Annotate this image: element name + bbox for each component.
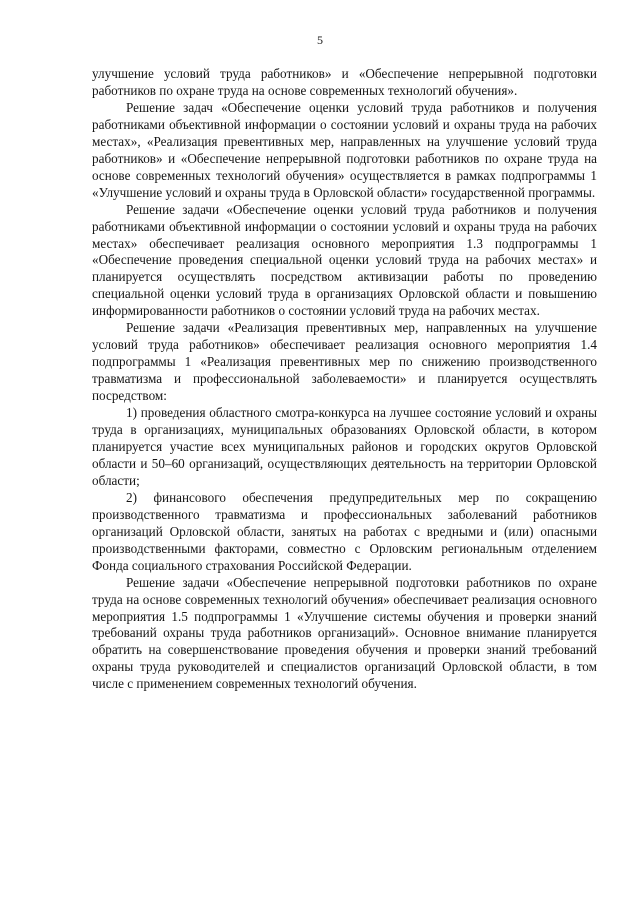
page-number: 5 xyxy=(317,33,323,47)
document-body xyxy=(92,66,597,693)
list-item-contest: 1) проведения областного смотра-конкурса на лучшее состояние условий и охраны труда в организациях, муниципальных образованиях Орловской области, в котором планируется участие всех муниципальных районов и городских округов Орловской области и 50–60 организаций, осуществляющих деятельность на территории Орловской области; xyxy=(92,405,597,488)
paragraph-preventive-measure: Решение задачи «Реализация превентивных мер, направленных на улучшение условий труда работников» обеспечивает реализация основного мероприятия 1.4 подпрограммы 1 «Реализация превентивных мер по снижению производственного травматизма и профессиональной заболеваемости» и планируется осуществлять посредством: xyxy=(92,320,597,404)
paragraph-assessment-measure: Решение задачи «Обеспечение оценки условий труда работников и получения работниками объективной информации о состоянии условий и охраны труда на рабочих местах» обеспечивает реализация основного мероприятия 1.3 подпрограммы 1 «Обеспечение проведения специальной оценки условий труда на рабочих местах» и планируется осуществлять посредством активизации работы по проведению специальной оценки условий труда в организациях Орловской области и повышению информированности работников о состоянии условий труда на рабочих местах. xyxy=(92,201,597,319)
paragraph-continuation: улучшение условий труда работников» и «Обеспечение непрерывной подготовки работников по охране труда на основе современных технологий обучения». xyxy=(92,66,597,98)
list-item-financing: 2) финансового обеспечения предупредительных мер по сокращению производственного травматизма и профессиональных заболеваний работников организаций Орловской области, занятых на работах с вредными и (или) опасными производственными факторами, совместно с Орловским региональным отделением Фонда социального страхования Российской Федерации. xyxy=(92,489,597,573)
paragraph-training-measure: Решение задачи «Обеспечение непрерывной подготовки работников по охране труда на основе современных технологий обучения» обеспечивает реализация основного мероприятия 1.5 подпрограммы 1 «Улучшение системы обучения и проверки знаний требований охраны труда работников организаций». Основное внимание планируется обратить на совершенствование проведения обучения и проверки знаний требований охраны труда руководителей и специалистов организаций Орловской области, в том числе с применением современных технологий обучения. xyxy=(92,574,597,692)
paragraph-tasks-subprogram: Решение задач «Обеспечение оценки условий труда работников и получения работниками объективной информации о состоянии условий и охраны труда на рабочих местах», «Реализация превентивных мер, направленных на улучшение условий труда работников» и «Обеспечение непрерывной подготовки работников по охране труда на основе современных технологий обучения» осуществляется в рамках подпрограммы 1 «Улучшение условий и охраны труда в Орловской области» государственной программы. xyxy=(92,99,597,200)
